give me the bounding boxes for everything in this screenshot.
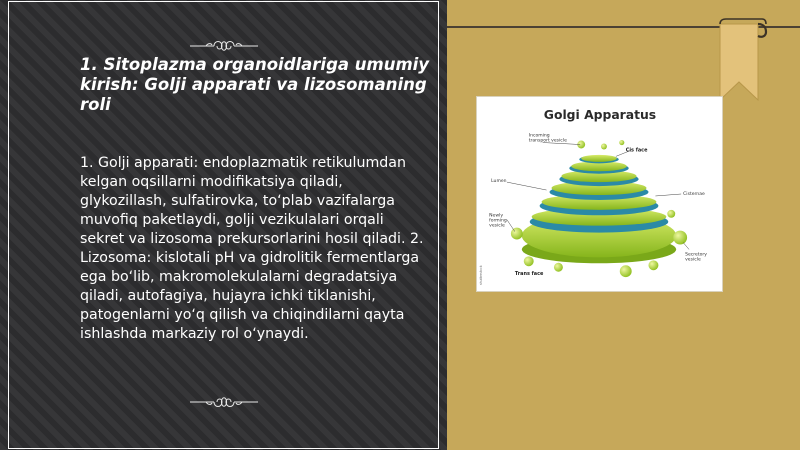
image-credit: shutterstock	[479, 265, 484, 286]
golgi-diagram-image	[476, 96, 723, 292]
slide-body-text: 1. Golji apparati: endoplazmatik retikulumdan kelgan oqsillarni modifikatsiya qiladi, glykozillash, sulfatirovka, to‘plab vazifalarga muvofiq paketlaydi, golji vezikulalari orqali sekret va lizosoma prekursorlarini hosil qiladi. 2. Lizosoma: kislotali pH va gidrolitik fermentlarga ega bo‘lib, makromolekulalarni degradatsiya qiladi, autofagiya, hujayra ichki tiklanishi, patogenlarni yo‘q qilish va chiqindilarni qayta ishlashda markaziy rol o‘ynaydi.	[80, 155, 424, 342]
label-trans-face: Trans face	[514, 271, 544, 278]
label-newly-line1: Newly	[489, 213, 504, 219]
label-secretory-line2: vesicle	[685, 257, 701, 263]
label-lumen: Lumen	[491, 179, 507, 185]
ornament-flourish-icon	[188, 393, 260, 411]
label-incoming-line2: transport vesicle	[528, 138, 567, 144]
image-title: Golgi Apparatus	[543, 107, 657, 122]
label-newly-line3: vesicle	[489, 223, 505, 229]
bookmark-ribbon-icon	[718, 18, 768, 102]
label-cisternae: Cisternae	[683, 191, 705, 197]
slide-title: 1. Sitoplazma organoidlariga umumiy kirish: Golji apparati va lizosomaning roli	[80, 55, 430, 114]
label-incoming-line1: Incoming	[528, 133, 550, 139]
label-newly-line2: forming	[489, 218, 507, 224]
label-cis-face: Cis face	[625, 147, 648, 154]
ornament-flourish-icon	[188, 37, 260, 55]
golgi-illustration	[477, 97, 722, 291]
label-secretory-line1: Secretory	[685, 252, 708, 258]
